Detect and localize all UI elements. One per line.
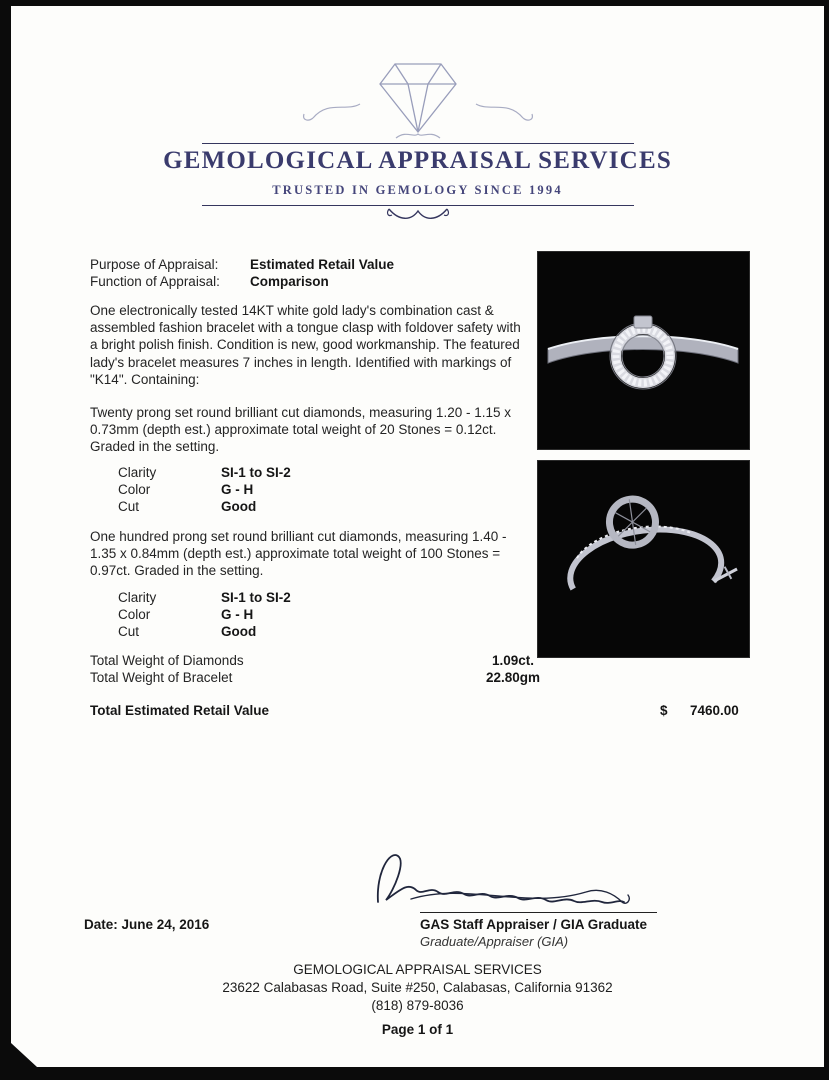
totals-labels bbox=[90, 653, 244, 687]
purpose-value: Estimated Retail Value bbox=[250, 257, 395, 272]
color-row bbox=[118, 481, 291, 498]
footer bbox=[11, 961, 824, 1039]
retail-amount: 7460.00 bbox=[690, 703, 739, 718]
footer-org-name: GEMOLOGICAL APPRAISAL SERVICES bbox=[293, 962, 542, 977]
stone-group-2-grades bbox=[118, 589, 291, 641]
footer-address: 23622 Calabasas Road, Suite #250, Calabasas, California 91362 bbox=[222, 980, 613, 995]
appraiser-signature bbox=[356, 842, 646, 923]
clarity-row bbox=[118, 464, 291, 481]
total-retail-value-label: Total Estimated Retail Value bbox=[90, 703, 270, 718]
totals-values bbox=[473, 653, 553, 687]
page-number: Page 1 of 1 bbox=[381, 1022, 454, 1037]
function-value: Comparison bbox=[250, 274, 329, 290]
clarity-value: SI-1 to SI-2 bbox=[221, 590, 291, 605]
appraiser-title: GAS Staff Appraiser / GIA Graduate bbox=[420, 917, 648, 932]
cut-label: Cut bbox=[118, 624, 140, 640]
purpose-label: Purpose of Appraisal: bbox=[90, 257, 219, 272]
stone-group-1-description: Twenty prong set round brilliant cut diamonds, measuring 1.20 - 1.15 x 0.73mm (depth est.) approximate total weight of 20 Stones = 0.12ct. Graded in the setting. bbox=[90, 405, 511, 455]
appraisal-page bbox=[11, 6, 824, 1067]
total-weight-diamonds-value: 1.09ct. bbox=[491, 653, 535, 668]
function-label: Function of Appraisal: bbox=[90, 274, 220, 290]
bracelet-photo-1 bbox=[538, 252, 749, 449]
appraisal-date: Date: June 24, 2016 bbox=[84, 917, 210, 932]
clarity-value: SI-1 to SI-2 bbox=[221, 465, 291, 480]
org-tagline: TRUSTED IN GEMOLOGY SINCE 1994 bbox=[272, 183, 563, 197]
cut-row bbox=[118, 623, 291, 640]
total-weight-bracelet-label: Total Weight of Bracelet bbox=[90, 669, 233, 685]
total-weight-bracelet-value: 22.80gm bbox=[485, 669, 541, 685]
color-value: G - H bbox=[221, 607, 254, 623]
cut-value: Good bbox=[221, 624, 257, 640]
appraiser-credential: Graduate/Appraiser (GIA) bbox=[420, 934, 569, 949]
color-label: Color bbox=[118, 482, 151, 498]
clarity-row bbox=[118, 589, 291, 606]
color-value: G - H bbox=[221, 482, 254, 498]
footer-phone: (818) 879-8036 bbox=[371, 998, 464, 1013]
stone-group-2-description: One hundred prong set round brilliant cut diamonds, measuring 1.40 - 1.35 x 0.84mm (depth est.) approximate total weight of 100 Stones = 0.97ct. Graded in the setting. bbox=[90, 529, 507, 579]
purpose-row bbox=[90, 256, 394, 273]
bracelet-photo-2 bbox=[538, 461, 749, 657]
color-label: Color bbox=[118, 607, 151, 623]
total-weight-diamonds-label: Total Weight of Diamonds bbox=[90, 653, 244, 668]
retail-currency-symbol: $ bbox=[660, 703, 668, 718]
color-row bbox=[118, 606, 291, 623]
header-rule-top bbox=[202, 143, 634, 144]
diamond-logo-icon bbox=[258, 58, 578, 153]
function-row bbox=[90, 273, 394, 290]
stone-group-1-grades bbox=[118, 464, 291, 516]
item-description: One electronically tested 14KT white gold lady's combination cast & assembled fashion bracelet with a tongue clasp with foldover safety with a bright polish finish. Condition is new, good workmanship. The featured lady's bracelet measures 7 inches in length. Identified with markings of "K14". Containing: bbox=[90, 303, 521, 387]
clarity-label: Clarity bbox=[118, 590, 157, 605]
clarity-label: Clarity bbox=[118, 465, 157, 480]
signature-line bbox=[420, 912, 657, 913]
cut-value: Good bbox=[221, 499, 257, 515]
appraisal-meta bbox=[90, 256, 394, 290]
cut-row bbox=[118, 498, 291, 515]
org-title: GEMOLOGICAL APPRAISAL SERVICES bbox=[163, 147, 672, 174]
cut-label: Cut bbox=[118, 499, 140, 515]
scroll-ornament-icon bbox=[383, 206, 453, 231]
